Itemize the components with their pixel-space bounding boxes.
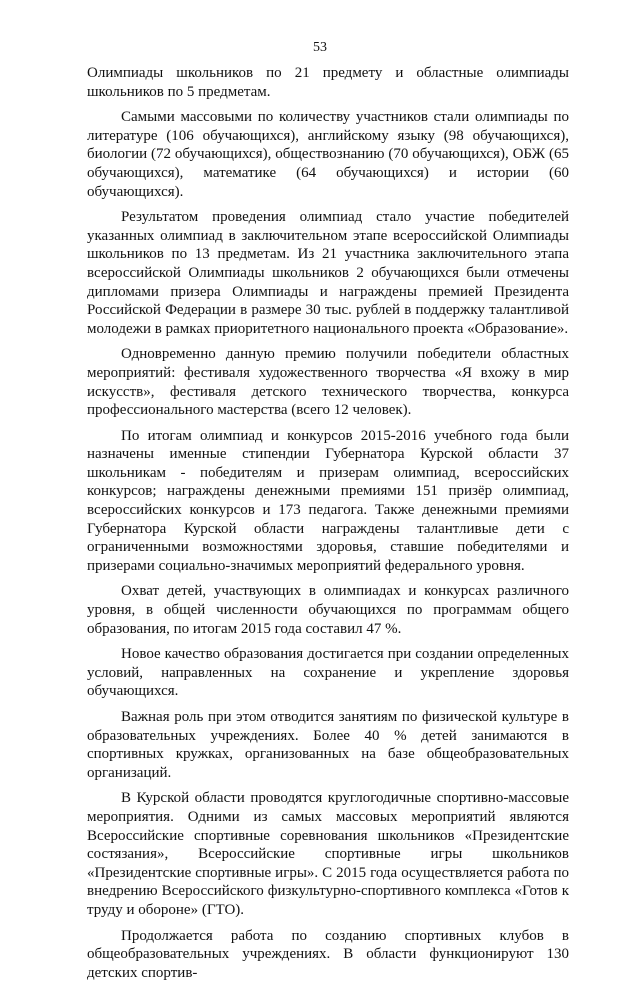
- paragraph-popular-olympiads: Самыми массовыми по количеству участников стали олимпиады по литературе (106 обучающихся), английскому языку (98 обучающихся), биологии (72 обучающихся), обществознанию (70 обучающихся), ОБЖ (65 обучающихся), математике (64 обучающихся) и истории (60 обучающихся).: [87, 109, 569, 200]
- body-text: [87, 64, 569, 982]
- paragraph-coverage: Охват детей, участвующих в олимпиадах и конкурсах различного уровня, в общей численности обучающихся по программам общего образования, по итогам 2015 года составил 47 %.: [87, 583, 569, 637]
- page-number: 53: [313, 40, 327, 55]
- paragraph-final-stage-results: Результатом проведения олимпиад стало участие победителей указанных олимпиад в заключительном этапе всероссийской Олимпиады школьников по 13 предметам. Из 21 участника заключительного этапа всероссийской Олимпиады школьников 2 обучающихся были отмечены дипломами призера Олимпиады и награждены премией Президента Российской Федерации в размере 30 тыс. рублей в поддержку талантливой молодежи в рамках приоритетного национального проекта «Образование».: [87, 209, 569, 337]
- paragraph-scholarships: По итогам олимпиад и конкурсов 2015-2016 учебного года были назначены именные стипендии Губернатора Курской области 37 школьникам - победителям и призерам олимпиад, всероссийских конкурсов; награждены денежными премиями 151 призёр олимпиад, всероссийских конкурсов и 173 педагога. Также денежными премиями Губернатора Курской области награждены талантливые дети с ограниченными возможностями здоровья, ставшие победителями и призерами социально-значимых мероприятий федерального уровня.: [87, 427, 569, 574]
- paragraph-sports-clubs: Продолжается работа по созданию спортивных клубов в общеобразовательных учреждениях. В области функционируют 130 детских спортив-: [87, 927, 569, 981]
- paragraph-physical-education: Важная роль при этом отводится занятиям по физической культуре в образовательных учреждениях. Более 40 % детей занимаются в спортивных кружках, организованных на базе общеобразовательных организаций.: [87, 709, 569, 781]
- paragraph-education-quality: Новое качество образования достигается при создании определенных условий, направленных на сохранение и укрепление здоровья обучающихся.: [87, 646, 569, 700]
- paragraph-continuation: Олимпиады школьников по 21 предмету и областные олимпиады школьников по 5 предметам.: [87, 65, 569, 100]
- paragraph-sports-events: В Курской области проводятся круглогодичные спортивно-массовые мероприятия. Одними из самых массовых мероприятий являются Всероссийские спортивные соревнования школьников «Президентские состязания», Всероссийские спортивные игры школьников «Президентские спортивные игры». С 2015 года осуществляется работа по внедрению Всероссийского физкультурно-спортивного комплекса «Готов к труду и обороне» (ГТО).: [87, 790, 569, 918]
- paragraph-regional-events: Одновременно данную премию получили победители областных мероприятий: фестиваля художественного творчества «Я вхожу в мир искусств», фестиваля детского технического творчества, конкурса профессионального мастерства (всего 12 человек).: [87, 346, 569, 419]
